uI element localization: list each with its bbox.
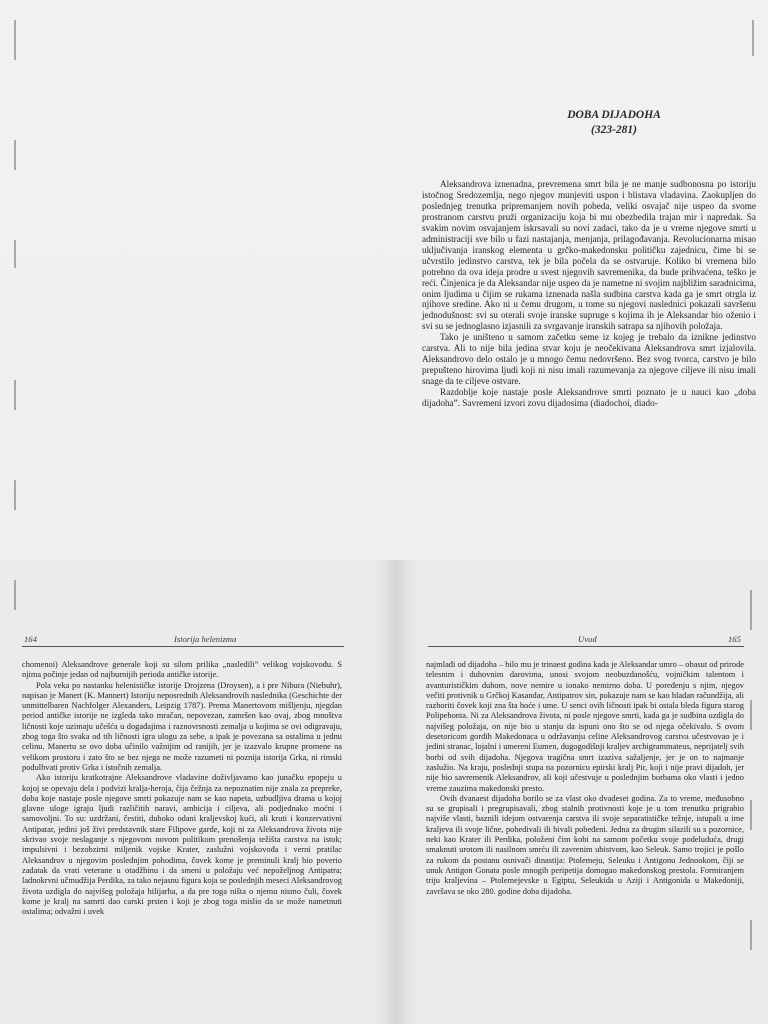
page-number-left: 164 — [24, 634, 37, 644]
margin-bleed-mark — [14, 380, 16, 410]
chapter-dates: (323-281) — [591, 124, 637, 136]
running-head-right: Uvod — [578, 634, 597, 644]
chapter-title — [552, 108, 676, 138]
paragraph: chomenoi) Aleksandrove generale koji su silom prilika „nasledili” velikog vojskovođu. S njima počinje jedan od najburnijih perioda antičke istorije. — [22, 660, 342, 680]
header-rule-left — [22, 646, 344, 647]
margin-bleed-mark — [14, 140, 16, 170]
margin-bleed-mark — [750, 700, 752, 730]
paragraph: Tako je uništeno u samom začetku seme iz kojeg je trebalo da iznikne jedinstvo carstva. Ali to nije bila jedina stvar koju je neočekivana Aleksandrova smrt izjalovila. Aleksandrovo delo ostalo je u mnogo čemu nedovršeno. Bez svog tvorca, carstvo je bilo prepušteno hirovima ljudi koji ni nisu imali razumevanja za njegove ciljeve ili nisu imali snage da te ciljeve ostvare. — [422, 332, 756, 387]
book-gutter — [376, 560, 416, 1024]
margin-bleed-mark — [750, 800, 752, 830]
header-rule-right — [428, 646, 744, 647]
margin-bleed-mark — [750, 590, 752, 630]
margin-bleed-mark — [14, 580, 16, 610]
margin-bleed-mark — [14, 480, 16, 510]
paragraph: Aleksandrova iznenadna, prevremena smrt bila je ne manje sudbonosna po istoriju istočnog Sredozemlja, nego njegov munjeviti uspon i blistava vladavina. Zaokupljen do poslednjeg trenutka pripremanjem novih pobeda, veliki osvajač nije uspeo da svome prostranom carstvu pruži organizaciju koja bi mu obezbedila trajan mir i napredak. Sa svakim novim osvajanjem iskrsavali su novi zadaci, tako da je u vreme njegove smrti u administraciji sve bilo u fazi nastajanja, menjanja, prilagođavanja. Revolucionarna misao uključivanja iranskog elementa u grčko-makedonsku političku zajednicu, čime bi se učvrstilo jedinstvo carstva, tek je bila počela da se ostvaruje. Koliko bi vremena bilo potrebno da ova ideja prodre u svest njegovih savremenika, da bude prihvaćena, teško je reći. Činjenica je da Aleksandar nije uspeo da je nametne ni svojim najbližim saradnicima, onim ljudima u čijim se rukama iznenada našla sudbina carstva kada ga je smrt otrgla iz njihove sredine. Ako ni u čemu drugom, u tome su njegovi naslednici pokazali savršenu jednodušnost: svi su oterali svoje iranske supruge s kojima ih je Aleksandar bio oženio i svi su se jednoglasno izjasnili za svrgavanje iranskih satrapa sa njihovih položaja. — [422, 179, 756, 332]
margin-bleed-mark — [750, 920, 752, 950]
paragraph: Razdoblje koje nastaje posle Aleksandrove smrti poznato je u nauci kao „doba dijadoha”. Savremeni izvori zovu dijadosima (diadochoi, diado- — [422, 387, 756, 409]
upper-page-body — [422, 179, 756, 409]
page-number-right: 165 — [728, 634, 741, 644]
left-page-body — [22, 660, 342, 917]
margin-bleed-mark — [752, 20, 754, 56]
right-page-body — [426, 660, 744, 897]
paragraph: Ovih dvanaest dijadoha borilo se za vlast oko dvadeset godina. Za to vreme, međusobno su se grupisali i pregrupisavali, zbog stalnih protivnosti koje je u tom trenutku prigrabio najviše vlasti, baznili idejom ostvarenja carstva ili svoje separatističke težnje, istupali u ime kraljeva ili svoje lične, pobedivali ili bivali pobeđeni. Jedna za drugim silazili su s pozornice, neki kao Krater ili Perdika, položeni čim kobi na samom početku svoje podeluduća, drugi smaknuti urotom ili nasilnom smrću ili zavrenim ubistvom, kao Seleuk. Samo trojici je pošlo za rukom da postanu osnivači dinastija: Ptolemeju, Seleuku i Antigonu Jednookom, čiji se unuk Antigon Gonata posle mnogih peripetija domogao makedonskog prestola. Formiranjem triju kraljevina – Ptolemejevske u Egiptu, Seleukida u Aziji i Antigonida u Makedoniji, završava se oko 280. godine doba dijadoha. — [426, 793, 744, 896]
paragraph: Ako istoriju kratkotrajne Aleksandrove vladavine doživljavamo kao junačku epopeju u kojoj se opevaju dela i podvizi kralja-heroja, čija čežnja za nepoznatim nije znala za prepreke, doba koje nastaje posle njegove smrti pokazuje nam se kao napeta, uzbudljiva drama u kojoj glavne uloge igraju ljudi različitih naravi, ambicija i ciljeva, ali podjednako moćni i samovoljni. To su: uzdržani, čestiti, duboko odani kraljevskoj kući, ali kruti i konzervativni Antipatar, jedini još živi predstavnik stare Filipove garde, koji ni za Aleksandrova života nije skrivao svoje neslaganje s njegovom novom politikom prenošenja težišta carstva na istok; impulsivni i bezobzirni miljenik vojske Krater, zaslužni vojskovođa i verni pratilac Aleksandrov u njegovim poslednjim pohodima, čovek kome je preminuli kralj bio poverio zadatak da vrati veterane u otadžbinu i da smeni u položaju već nepoželjnog Antipatra; ladnokrvni učmudžija Perdika, za tako nejasnu figura koja se poslednjih meseci Aleksandrovog života uzdigla do najvišeg položaja hilijarha, a da pre toga ništa o njemu nismo čuli, čovek kome je kralj na samrti dao carski prsten i koji je zbog toga mislio da se može nametnuti ostalima; odvažni i uvek — [22, 773, 342, 917]
margin-bleed-mark — [14, 20, 16, 60]
chapter-title-text: DOBA DIJADOHA — [567, 109, 661, 121]
margin-bleed-mark — [14, 240, 16, 268]
paragraph: Pola veka po nastanku helenističke istorije Drojzena (Droysen), a i pre Nibura (Niebuhr), napisao je Manert (K. Mannert) Istoriju neposrednih Aleksandrovih naslednika (Geschichte der unmittelbaren Nachfolger Alexanders, Leipzig 1787). Prema Manertovom mišljenju, njegdan period antičke istorije ne izgleda tako mračan, nepovezan, zamršen kao ovaj, zbog mnoštva ličnosti koje uzimaju učešća u događajima i raznovrsnosti zemalja u kojima se ovi odigravaju, zbog toga što svaka od tih ličnosti igra ulogu za sebe, a ipak je povezana sa ostalima u jednu celinu. Manertu se ovo doba učinilo važnijim od ranijih, jer je izazvalo krupne promene na velikom prostoru i zato što se bez njega ne može razumeti ni poznija istorija Grka, ni rimski podulhvati protiv Grka i istočnih zemalja. — [22, 680, 342, 772]
paragraph: najmlađi od dijadoha – bilo mu je trinaest godina kada je Aleksandar umro – obasut od prirode telesnim i duhovnim darovima, unosi svojom neobuzdanošću, vojničkim talentom i avanturističkim duhom, nove nemire u ionako nemirno doba. U poređenju s njim, njegov večiti protivnik u Grčkoj Kasandar, Antipatrov sin, pokazuje nam se kao hladan račundžija, ali razboriti čovek koji zna šta hoće i ume. U senci ovih ličnosti ipak bi ostala bleda figura starog Polipehonta. Ni za Aleksandrova života, ni posle njegove smrti, kada ga je sudbina uzdigla do najvišeg položaja, on nije bio u stanju da ispuni ono što se od njega očekivalo. S ovom desetoricom gordih Makedonaca u održavanju celine Aleksandrovog carstva učestvovao je i jedini stranac, lojalni i umereni Eumen, dugogodišnji kraljev archigrammateus, neprijatelj svih borbi od svih dijadoha. Njegova tragična smrt izaziva sažaljenje, jer je on to najmanje zaslužio. Na kraju, poslednji stupa na pozornicu epirski kralj Pir, koji i nije pravi dijadoh, jer nije bio savremenik Aleksandrov, ali koji učestvuje u poslednjim borbama oko vlasti i jedno vreme zauzima makedonski presto. — [426, 660, 744, 793]
running-head-left: Istorija helenizma — [174, 634, 237, 644]
